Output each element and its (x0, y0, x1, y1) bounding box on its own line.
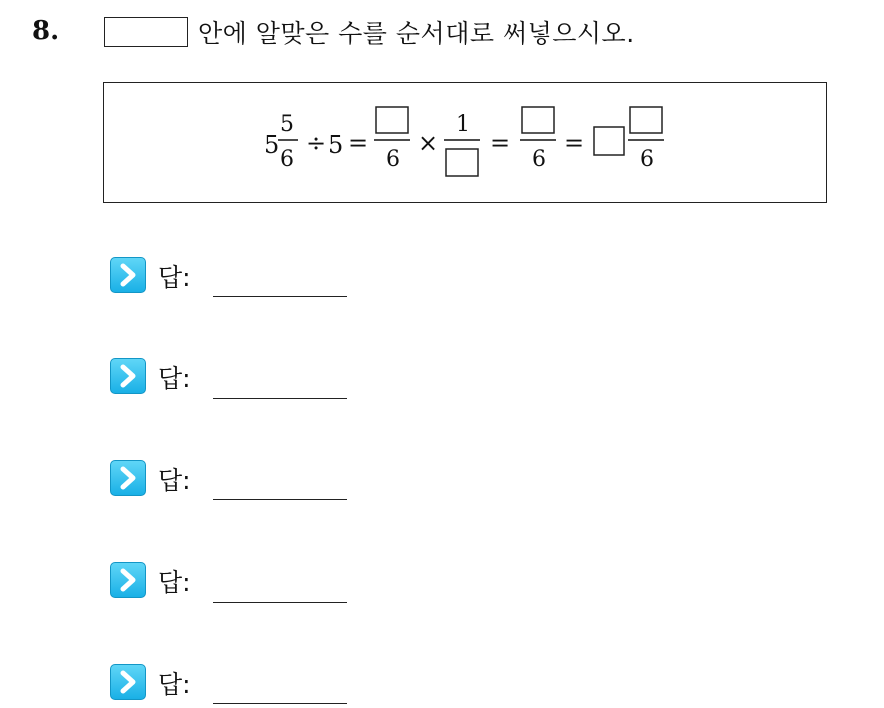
eq-blank-5[interactable] (630, 107, 662, 133)
answer-line-1[interactable] (213, 296, 347, 297)
answer-row-5 (110, 664, 191, 701)
chevron-right-icon (110, 562, 146, 598)
eq-frac2-num: 1 (456, 112, 470, 137)
answer-row-2 (110, 358, 191, 395)
answer-line-4[interactable] (213, 602, 347, 603)
question-number: 8. (32, 16, 60, 46)
eq-whole: 5 (264, 131, 280, 159)
eq-blank-3[interactable] (522, 107, 554, 133)
answer-line-5[interactable] (213, 703, 347, 704)
eq-blank-2[interactable] (446, 149, 478, 176)
question-line (104, 14, 635, 50)
eq-frac-den: 6 (280, 147, 294, 172)
eq-blank-1[interactable] (376, 107, 408, 133)
eq-blank-4[interactable] (594, 127, 624, 155)
answer-label: 답: (158, 466, 191, 495)
eq-frac1-den: 6 (386, 147, 400, 172)
answer-label: 답: (158, 364, 191, 393)
eq-div-sign: ÷ (306, 129, 327, 157)
equation-box (103, 82, 827, 203)
answer-line-2[interactable] (213, 398, 347, 399)
eq-equals-1: = (348, 129, 369, 157)
answer-line-3[interactable] (213, 499, 347, 500)
chevron-right-icon (110, 664, 146, 700)
answer-label: 답: (158, 263, 191, 292)
eq-frac4-den: 6 (640, 147, 654, 172)
question-instruction: 안에 알맞은 수를 순서대로 써넣으시오. (198, 19, 635, 48)
eq-equals-3: = (564, 129, 585, 157)
eq-times-sign: × (418, 129, 439, 157)
chevron-right-icon (110, 460, 146, 496)
answer-row-4 (110, 562, 191, 599)
answer-row-3 (110, 460, 191, 497)
eq-equals-2: = (490, 129, 511, 157)
eq-divisor: 5 (328, 131, 344, 159)
eq-frac3-den: 6 (532, 147, 546, 172)
answer-label: 답: (158, 568, 191, 597)
answer-label: 답: (158, 670, 191, 699)
eq-frac-num: 5 (280, 112, 294, 137)
chevron-right-icon (110, 257, 146, 293)
chevron-right-icon (110, 358, 146, 394)
equation (104, 83, 828, 204)
answer-row-1 (110, 257, 191, 294)
instruction-blank-box (104, 17, 188, 47)
